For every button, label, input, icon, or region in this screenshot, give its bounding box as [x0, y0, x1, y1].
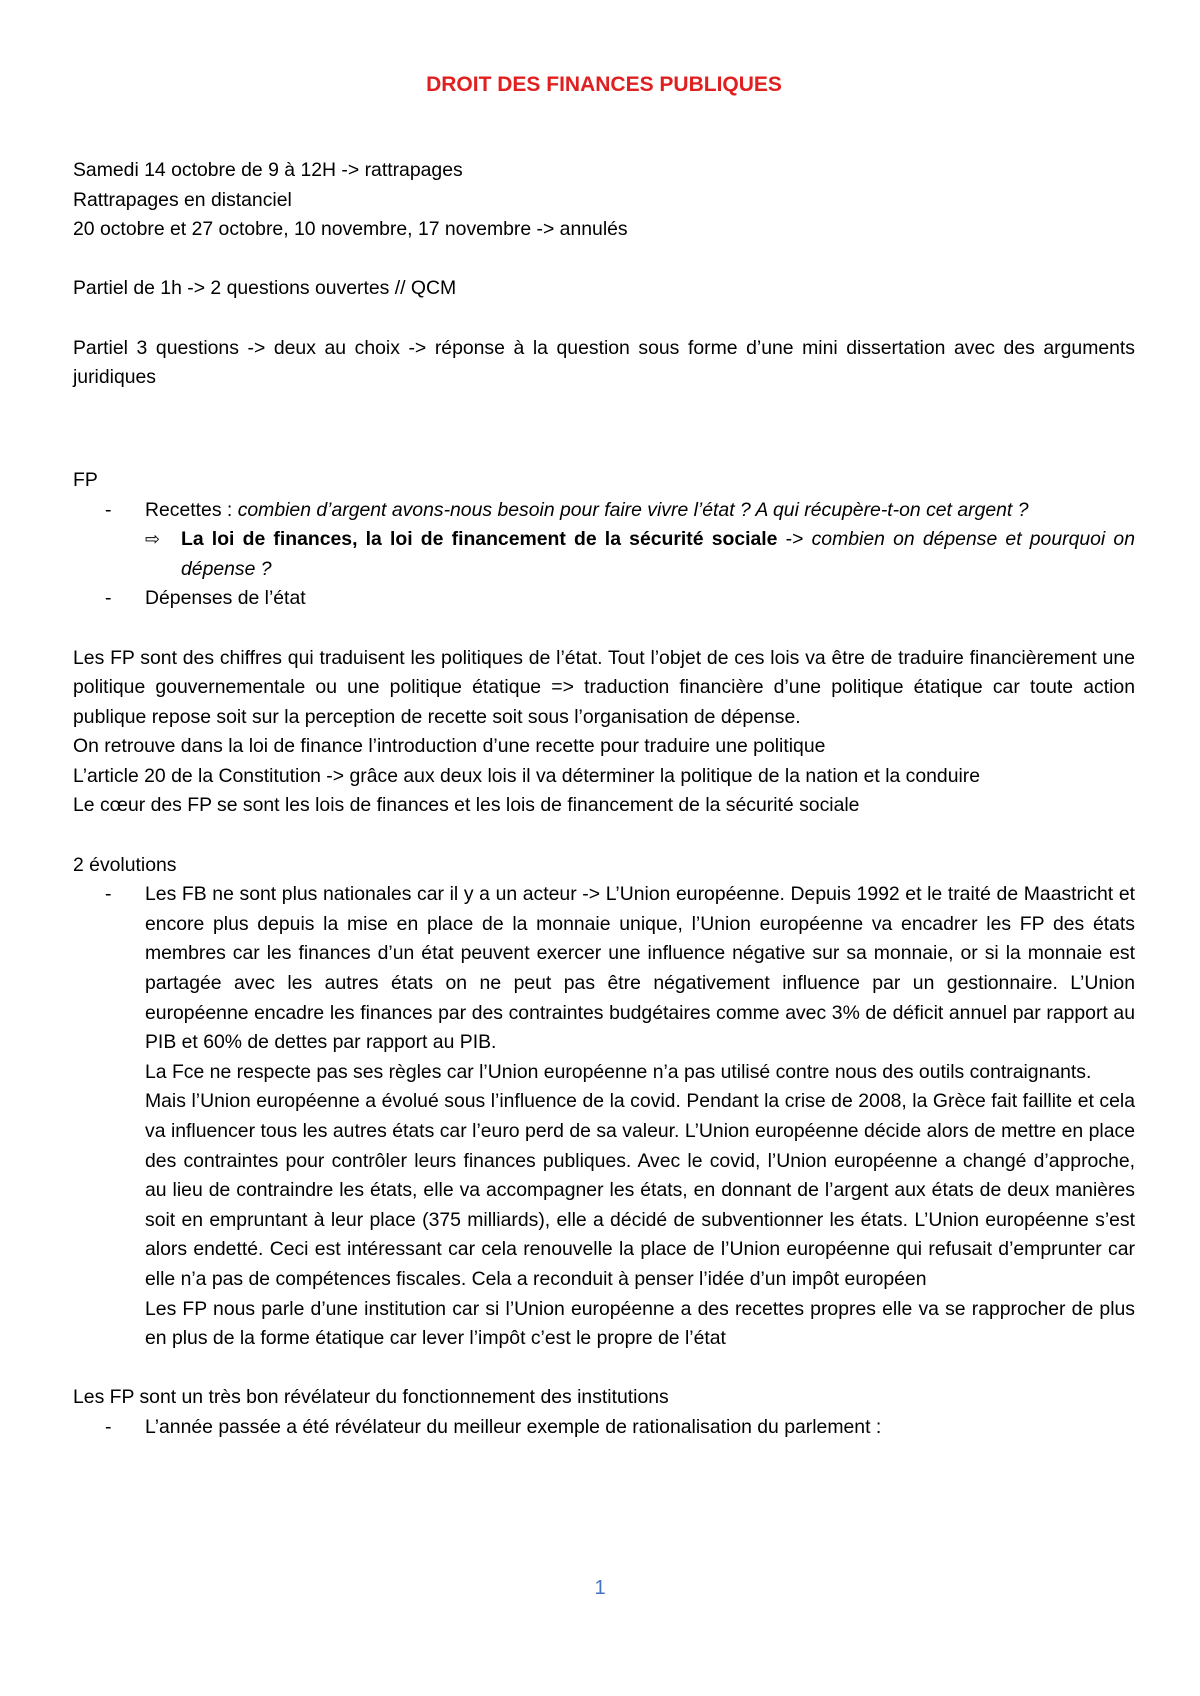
spacer [73, 821, 1135, 851]
evolution-paragraph-4: Les FP nous parle d’une institution car si l’Union européenne a des recettes propres elle va se rapprocher de plus en plus de la forme étatique car lever l’impôt c’est le propre de l’état [145, 1297, 1135, 1350]
page-number: 1 [594, 1577, 606, 1599]
document-title: DROIT DES FINANCES PUBLIQUES [426, 73, 782, 96]
institutions-list [73, 1413, 1135, 1443]
spacer [73, 304, 1135, 334]
spacer [73, 245, 1135, 275]
rationalisation-text: L’année passée a été révélateur du meilleur exemple de rationalisation du parlement : [145, 1415, 882, 1438]
intro-line-3: 20 octobre et 27 octobre, 10 novembre, 17 novembre -> annulés [73, 218, 628, 241]
intro-line-2: Rattrapages en distanciel [73, 188, 292, 211]
paragraph-1: Les FP sont des chiffres qui traduisent les politiques de l’état. Tout l’objet de ces lois va être de traduire financièrement une politique gouvernementale ou une politique étatique => traduction financière d’une politique étatique car toute action publique repose soit sur la perception de recette soit sous l’organisation de dépense. [73, 646, 1135, 728]
intro-line-5: Partiel 3 questions -> deux au choix -> réponse à la question sous forme d’une mini dissertation avec des arguments juridiques [73, 336, 1135, 389]
list-item-recettes [73, 496, 1135, 526]
evolutions-heading: 2 évolutions [73, 853, 177, 876]
paragraph-4: Le cœur des FP se sont les lois de finances et les lois de financement de la sécurité sociale [73, 794, 860, 817]
paragraph-2: On retrouve dans la loi de finance l’introduction d’une recette pour traduire une politique [73, 735, 826, 758]
document-page [73, 70, 1135, 1443]
intro-line-1: Samedi 14 octobre de 9 à 12H -> rattrapages [73, 159, 463, 181]
recettes-question: combien d’argent avons-nous besoin pour faire vivre l’état ? A qui récupère-t-on cet argent ? [237, 498, 1029, 521]
lois-bold-text: La loi de finances, la loi de financement de la sécurité sociale [181, 528, 778, 551]
evolution-paragraph-1: Les FB ne sont plus nationales car il y a un acteur -> L’Union européenne. Depuis 1992 et le traité de Maastricht et encore plus depuis la mise en place de la monnaie unique, l’Union européenne va encadrer les FP des états membres car les finances d’un état peuvent exercer une influence négative sur sa monnaie, or si la monnaie est partagée avec les autres états on ne peut pas être négativement influence par un gestionnaire. L’Union européenne encadre les finances par des contraintes budgétaires comme avec 3% de déficit annuel par rapport au PIB et 60% de dettes par rapport au PIB. [145, 883, 1135, 1054]
dash-bullet: - [105, 498, 112, 521]
institutions-heading: Les FP sont un très bon révélateur du fonctionnement des institutions [73, 1386, 669, 1409]
list-item-depenses [73, 584, 1135, 614]
evolution-paragraph-3: Mais l’Union européenne a évolué sous l’influence de la covid. Pendant la crise de 2008, la Grèce fait faillite et cela va influencer tous les autres états car l’euro perd de sa valeur. L’Union européenne décide alors de mettre en place des contraintes pour contrôler leurs finances publiques. Avec le covid, l’Union européenne a changé d’approche, au lieu de contraindre les états, elle va accompagner les états, en donnant de l’argent aux états de deux manières soit en empruntant à leur place (375 milliards), elle a décidé de subventionner les états. L’Union européenne s’est alors endetté. Ceci est intéressant car cela renouvelle la place de l’Union européenne qui refusait d’emprunter car elle n’a pas de compétences fiscales. Cela a reconduit à penser l’idée d’un impôt européen [145, 1090, 1135, 1290]
fp-heading: FP [73, 468, 98, 491]
list-item-rationalisation [73, 1413, 1135, 1443]
spacer [73, 1354, 1135, 1384]
spacer [73, 393, 1135, 452]
list-item-union-europeenne [73, 880, 1135, 1354]
dash-bullet: - [105, 1415, 112, 1438]
spacer [73, 452, 1135, 466]
dash-bullet: - [105, 587, 112, 610]
spacer [73, 614, 1135, 644]
dash-bullet: - [105, 883, 112, 906]
recettes-label: Recettes : [145, 498, 238, 521]
lois-arrow-text: -> [777, 528, 812, 551]
depenses-label: Dépenses de l’état [145, 587, 306, 610]
fp-list [73, 496, 1135, 614]
arrow-right-icon: ⇨ [145, 529, 161, 551]
evolutions-list [73, 880, 1135, 1354]
evolution-paragraph-2: La Fce ne respecte pas ses règles car l’Union européenne n’a pas utilisé contre nous des outils contraignants. [145, 1060, 1092, 1083]
lois-italic-text: combien on dépense et pourquoi on dépense ? [181, 528, 1135, 580]
list-subitem-lois [73, 525, 1135, 584]
paragraph-3: L’article 20 de la Constitution -> grâce aux deux lois il va déterminer la politique de la nation et la conduire [73, 764, 981, 787]
intro-line-4: Partiel de 1h -> 2 questions ouvertes // QCM [73, 277, 457, 300]
